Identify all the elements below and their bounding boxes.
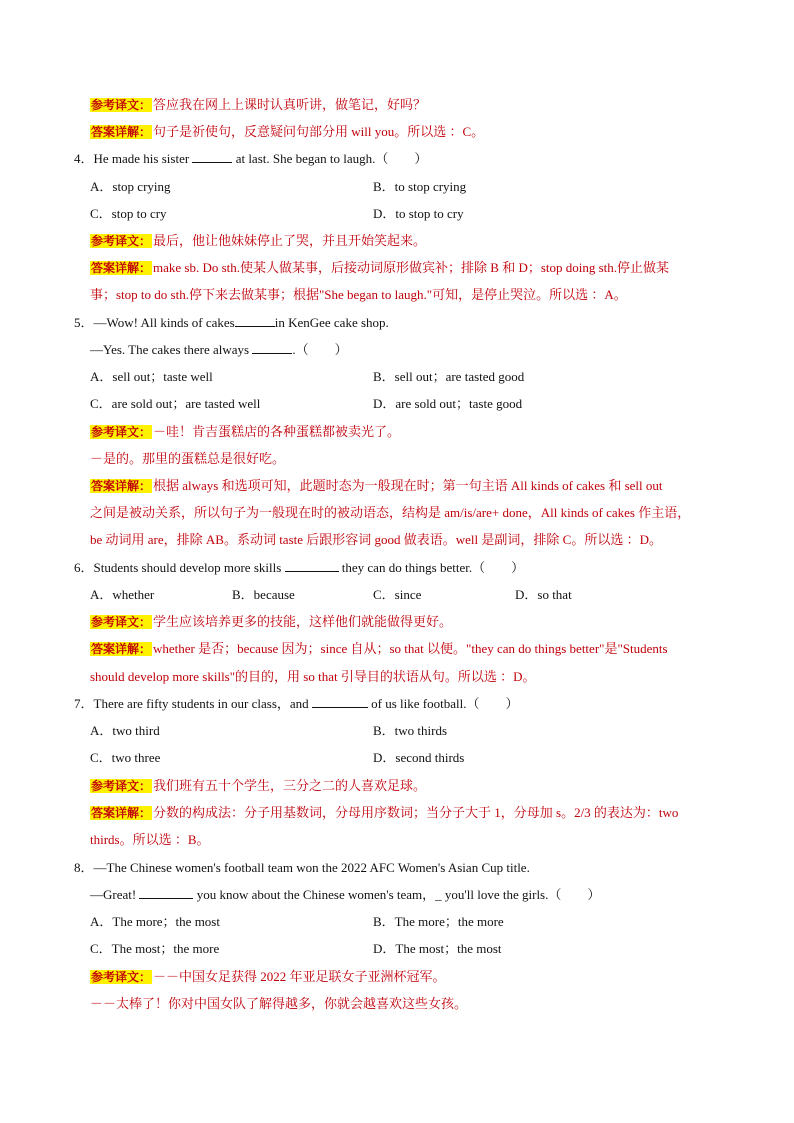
q5-blank-2 (252, 341, 292, 354)
q7-reference-translation: 参考译文： 我们班有五十个学生，三分之二的人喜欢足球。 (91, 778, 427, 793)
q4-answer-explanation-cont: 事；stop to do sth.停下来去做某事；根据"She began to laugh."可知，是停止哭泣。所以选 ：A。 (90, 287, 627, 302)
q7-option-b: B．two thirds (373, 723, 448, 738)
q6-answer-explanation-cont: should develop more skills"的目的，用 so that 引导目的状语从句。所以选 ：D。 (90, 669, 536, 684)
q6-option-b: B．because (232, 587, 295, 602)
q5-reference-translation: 参考译文： －哇！肯吉蛋糕店的各种蛋糕都被卖光了。 (91, 424, 401, 439)
answer-tag: 答案详解： (91, 806, 152, 820)
q5-answer-explanation-cont-1: 之间是被动关系，所以句子为一般现在时的被动语态，结构是 am/is/are+ done，All kinds of cakes 作主语， (90, 505, 691, 520)
q3-answer-explanation: 答案详解： 句子是祈使句，反意疑问句部分用 will you。所以选 ：C。 (91, 124, 485, 139)
q8-stem-2: —Great! you know about the Chinese women's team，_ you'll love the girls.（ ） (90, 887, 601, 902)
q6-answer-explanation: 答案详解： whether 是否；because 因为；since 自从；so that 以便。"they can do things better"是"Students (91, 641, 668, 656)
q4-option-d: D．to stop to cry (373, 206, 464, 221)
q5-blank-1 (235, 314, 275, 327)
answer-tag: 答案详解： (91, 479, 152, 493)
q8-stem-1: 8．—The Chinese women's football team won the 2022 AFC Women's Asian Cup title. (74, 860, 530, 875)
reference-tag: 参考译文： (91, 234, 152, 248)
q6-stem: 6．Students should develop more skills they can do things better.（ ） (74, 560, 525, 575)
q5-reference-translation-cont: －是的。那里的蛋糕总是很好吃。 (90, 451, 286, 466)
q6-option-a: A．whether (90, 587, 155, 602)
q8-blank (139, 886, 193, 899)
q7-answer-explanation: 答案详解： 分数的构成法：分子用基数词，分母用序数词；当分子大于 1，分母加 s。2/3 的表达为：two (91, 805, 679, 820)
q7-option-d: D．second thirds (373, 750, 465, 765)
q5-option-c: C．are sold out；are tasted well (90, 396, 261, 411)
q8-reference-translation: 参考译文： －－中国女足获得 2022 年亚足联女子亚洲杯冠军。 (91, 969, 446, 984)
q5-answer-explanation-cont-2: be 动词用 are，排除 AB。系动词 taste 后跟形容词 good 做表语。well 是副词，排除 C。所以选 ：D。 (90, 532, 662, 547)
q4-reference-translation: 参考译文： 最后，他让他妹妹停止了哭，并且开始笑起来。 (91, 233, 427, 248)
q7-stem: 7．There are fifty students in our class，and of us like football.（ ） (74, 696, 519, 711)
answer-tag: 答案详解： (91, 125, 152, 139)
reference-tag: 参考译文： (91, 615, 152, 629)
q5-stem-1: 5．—Wow! All kinds of cakes in KenGee cake shop. (74, 315, 389, 330)
q8-option-d: D．The most；the most (373, 941, 502, 956)
q6-option-c: C．since (373, 587, 422, 602)
q8-option-c: C．The most；the more (90, 941, 220, 956)
q8-reference-translation-cont: －－太棒了！你对中国女队了解得越多，你就会越喜欢这些女孩。 (90, 996, 468, 1011)
q4-answer-explanation: 答案详解： make sb. Do sth.使某人做某事，后接动词原形做宾补；排除 B 和 D；stop doing sth.停止做某 (91, 260, 670, 275)
q5-answer-explanation: 答案详解： 根据 always 和选项可知，此题时态为一般现在时；第一句主语 All kinds of cakes 和 sell out (91, 478, 663, 493)
q8-option-b: B．The more；the more (373, 914, 504, 929)
q4-option-c: C．stop to cry (90, 206, 167, 221)
q4-option-a: A．stop crying (90, 179, 171, 194)
q4-option-b: B．to stop crying (373, 179, 467, 194)
q5-option-b: B．sell out；are tasted good (373, 369, 525, 384)
q4-stem: 4．He made his sister at last. She began to laugh.（ ） (74, 151, 428, 166)
q7-blank (312, 695, 368, 708)
reference-tag: 参考译文： (91, 425, 152, 439)
q5-stem-2: —Yes. The cakes there always .（ ） (90, 342, 348, 357)
answer-tag: 答案详解： (91, 642, 152, 656)
reference-tag: 参考译文： (91, 970, 152, 984)
q5-option-a: A．sell out；taste well (90, 369, 213, 384)
q4-blank (192, 150, 232, 163)
q3-reference-translation: 参考译文： 答应我在网上上课时认真听讲，做笔记，好吗？ (91, 97, 427, 112)
reference-tag: 参考译文： (91, 779, 152, 793)
q6-option-d: D．so that (515, 587, 572, 602)
q6-reference-translation: 参考译文： 学生应该培养更多的技能，这样他们就能做得更好。 (91, 614, 453, 629)
q5-option-d: D．are sold out；taste good (373, 396, 523, 411)
q8-option-a: A．The more；the most (90, 914, 220, 929)
q7-answer-explanation-cont: thirds。所以选 ：B。 (90, 832, 210, 847)
q7-option-a: A．two third (90, 723, 160, 738)
answer-tag: 答案详解： (91, 261, 152, 275)
q7-option-c: C．two three (90, 750, 161, 765)
reference-tag: 参考译文： (91, 98, 152, 112)
q6-blank (285, 559, 339, 572)
